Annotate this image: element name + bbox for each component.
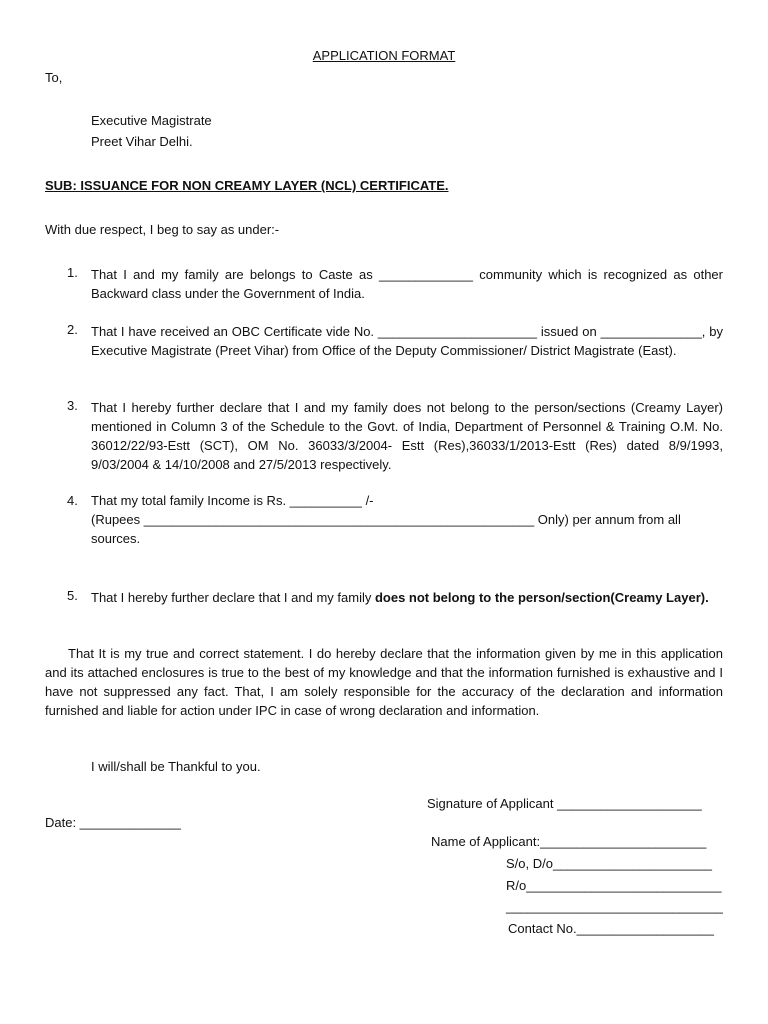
subject-line: SUB: ISSUANCE FOR NON CREAMY LAYER (NCL) CERTIFICATE.	[45, 178, 449, 193]
addressee-line2: Preet Vihar Delhi.	[91, 134, 193, 149]
addressee-line1: Executive Magistrate	[91, 113, 212, 128]
ro-field: R/o___________________________	[506, 878, 722, 893]
item-number: 1.	[67, 265, 78, 280]
item-3-text: That I hereby further declare that I and my family does not belong to the person/sections (Creamy Layer) mentioned in Column 3 of the Schedule to the Govt. of India, Department of Personnel & Training O.M. No. 36012/22/93-Estt (SCT), OM No. 36033/3/2004- Estt (Res),36033/1/2013-Estt (Res) dated 8/9/1993, 9/03/2004 & 14/10/2008 and 27/5/2013 respectively.	[91, 400, 723, 472]
document-title: APPLICATION FORMAT	[312, 48, 456, 63]
signature-field: Signature of Applicant ____________________	[427, 796, 702, 811]
thanks-line: I will/shall be Thankful to you.	[91, 759, 261, 774]
item-1-text: That I and my family are belongs to Caste as _____________ community which is recognized as other Backward class under the Government of India.	[91, 267, 723, 301]
item-number: 4.	[67, 493, 78, 508]
item-5-text	[91, 588, 723, 607]
item-2-text: That I have received an OBC Certificate vide No. ______________________ issued on ______________, by Executive Magistrate (Preet Vihar) from Office of the Deputy Commissioner/ District Magistrate (East).	[91, 324, 723, 358]
salutation: With due respect, I beg to say as under:-	[45, 222, 280, 237]
item-number: 2.	[67, 322, 78, 337]
contact-number-field: Contact No.___________________	[508, 921, 715, 936]
to-label: To,	[45, 70, 63, 85]
item-number: 5.	[67, 588, 78, 603]
item-4-line2: (Rupees ______________________________________________________ Only) per annum from all	[91, 512, 681, 527]
item-4-line1: That my total family Income is Rs. __________ /-	[91, 493, 374, 508]
declaration-paragraph: That It is my true and correct statement. I do hereby declare that the information given by me in this application and its attached enclosures is true to the best of my knowledge and that the information furnished is exhaustive and I have not suppressed any fact. That, I am solely responsible for the accuracy of the declaration and information furnished and liable for action under IPC in case of wrong declaration and information.	[45, 646, 723, 718]
item-number: 3.	[67, 398, 78, 413]
so-do-field: S/o, D/o______________________	[506, 856, 713, 871]
applicant-name-field: Name of Applicant:_______________________	[431, 834, 707, 849]
address-blank-line: ______________________________	[506, 899, 723, 914]
item-5-text-bold: does not belong to the person/section(Creamy Layer).	[374, 590, 709, 605]
item-4-line3: sources.	[91, 531, 141, 546]
item-5-text-normal: That I hereby further declare that I and my family	[91, 590, 375, 605]
date-field: Date: ______________	[45, 815, 181, 830]
